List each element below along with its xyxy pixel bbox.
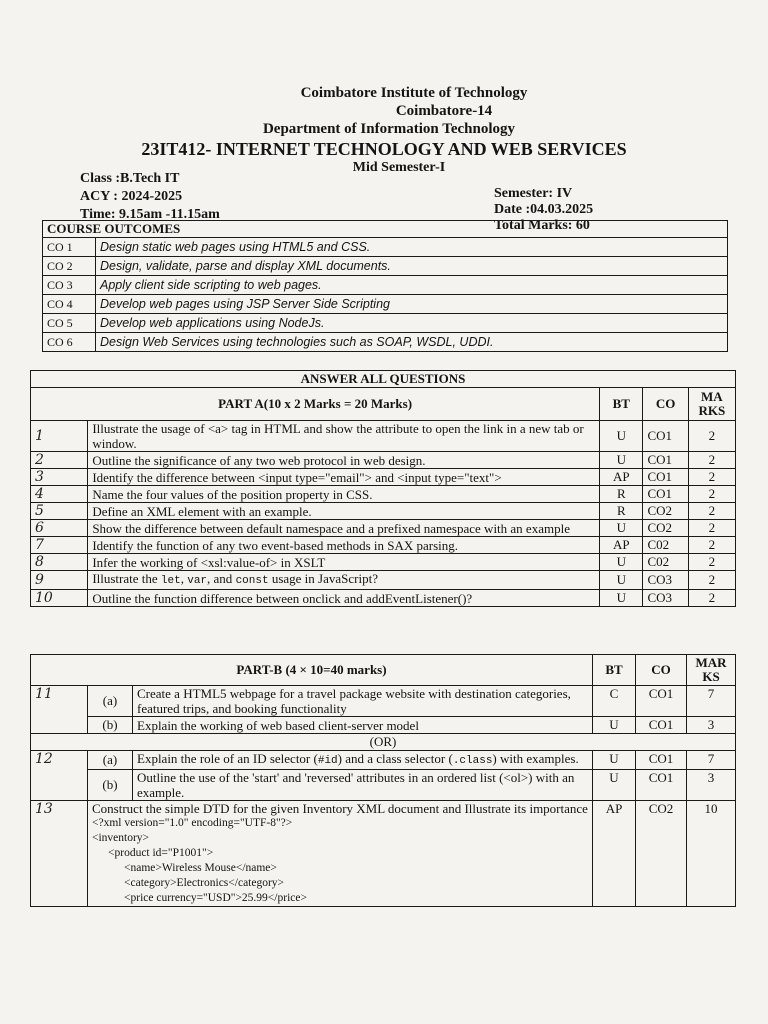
bt-level: U: [600, 590, 643, 607]
question-number-text: 3: [35, 469, 44, 485]
question-marks: 2: [688, 537, 735, 554]
bt-column-header: BT: [593, 655, 636, 686]
bt-level: AP: [593, 801, 636, 907]
bt-level: U: [593, 770, 636, 801]
question-number: [31, 421, 88, 452]
department-name: Department of Information Technology: [262, 121, 516, 137]
bt-level: U: [600, 520, 643, 537]
co-mapping: CO1: [636, 770, 687, 801]
question-text: Illustrate the usage of <a> tag in HTML and show the attribute to open the link in a new tab or window.: [88, 421, 600, 452]
answer-all-row: [31, 371, 736, 388]
or-row: [31, 734, 736, 751]
question-row: [31, 503, 736, 520]
question-row: [31, 751, 736, 770]
question-number-text: 7: [35, 537, 44, 553]
part-b-table: [30, 654, 736, 907]
question-number: [31, 537, 88, 554]
code-class-selector: .class: [452, 755, 493, 767]
bt-level: AP: [600, 537, 643, 554]
co-row: [43, 257, 728, 276]
institute-name: Coimbatore Institute of Technology: [300, 85, 528, 101]
question-marks: 2: [688, 503, 735, 520]
question-text: Show the difference between default namespace and a prefixed namespace with an example: [88, 520, 600, 537]
co-mapping: CO1: [636, 686, 687, 717]
question-text: Create a HTML5 webpage for a travel package website with destination categories, featured trips, and booking functionality: [133, 686, 593, 717]
question-number-text: 12: [35, 751, 53, 767]
question-number-text: 1: [35, 428, 44, 444]
xml-line: <price currency="USD">25.99</price>: [124, 892, 307, 904]
exam-meta-left: [80, 170, 220, 224]
xml-line: <?xml version="1.0" encoding="UTF-8"?>: [92, 817, 293, 829]
co-code: CO 2: [43, 257, 96, 276]
institute-city: Coimbatore-14: [395, 103, 493, 119]
question-row: [31, 421, 736, 452]
question-marks: 3: [687, 770, 736, 801]
co-code: CO 5: [43, 314, 96, 333]
academic-year: ACY : 2024-2025: [80, 189, 183, 204]
co-mapping: CO1: [636, 751, 687, 770]
co-code: CO 1: [43, 238, 96, 257]
question-number: [31, 571, 88, 590]
question-number-text: 8: [35, 554, 44, 570]
semester: Semester: IV: [494, 186, 573, 201]
bt-level: C: [593, 686, 636, 717]
exam-time: Time: 9.15am -11.15am: [80, 207, 220, 222]
bt-level: U: [600, 421, 643, 452]
xml-line: <inventory>: [92, 832, 150, 844]
question-row: [31, 717, 736, 734]
question-text: [88, 801, 593, 907]
question-marks: 2: [688, 590, 735, 607]
question-marks: 7: [687, 686, 736, 717]
question-number-text: 6: [35, 520, 44, 536]
total-marks: Total Marks: 60: [494, 218, 590, 233]
question-marks: 2: [688, 486, 735, 503]
separator: , and: [207, 571, 236, 586]
question-text-start: Explain the role of an ID selector (: [137, 751, 318, 766]
question-text: Outline the function difference between onclick and addEventListener()?: [88, 590, 600, 607]
sub-question-label: (a): [88, 751, 133, 770]
part-a-table: [30, 370, 736, 607]
question-number: [31, 590, 88, 607]
question-marks: 2: [688, 469, 735, 486]
xml-line: <product id="P1001">: [108, 847, 214, 859]
question-text: Define an XML element with an example.: [88, 503, 600, 520]
question-number: [31, 469, 88, 486]
question-row: [31, 537, 736, 554]
question-row: [31, 520, 736, 537]
question-number-text: 11: [35, 686, 53, 702]
question-row: [31, 686, 736, 717]
co-row: [43, 314, 728, 333]
question-text: Infer the working of <xsl:value-of> in XSLT: [88, 554, 600, 571]
question-prompt: Construct the simple DTD for the given Inventory XML document and Illustrate its importance: [92, 801, 588, 816]
part-a-title: PART A(10 x 2 Marks = 20 Marks): [31, 388, 600, 421]
exam-name: Mid Semester-I: [352, 160, 446, 175]
co-code: CO 6: [43, 333, 96, 352]
course-title: 23IT412- INTERNET TECHNOLOGY AND WEB SERVICES: [141, 139, 627, 159]
code-var: var: [187, 575, 208, 587]
question-text: [88, 571, 600, 590]
sub-question-label: (b): [88, 770, 133, 801]
question-text: Name the four values of the position property in CSS.: [88, 486, 600, 503]
co-mapping: C02: [643, 554, 688, 571]
co-row: [43, 238, 728, 257]
question-row: [31, 590, 736, 607]
co-column-header: CO: [636, 655, 687, 686]
question-number: [31, 801, 88, 907]
question-row: [31, 452, 736, 469]
exam-date: Date :04.03.2025: [494, 202, 594, 217]
question-row: [31, 801, 736, 907]
co-mapping: CO3: [643, 571, 688, 590]
bt-level: U: [600, 554, 643, 571]
question-text-end: usage in JavaScript?: [268, 571, 378, 586]
bt-level: AP: [600, 469, 643, 486]
question-marks: 2: [688, 452, 735, 469]
co-mapping: CO1: [643, 486, 688, 503]
co-mapping: CO1: [643, 452, 688, 469]
sub-question-label: (a): [88, 686, 133, 717]
co-mapping: CO1: [643, 421, 688, 452]
question-text-middle: ) and a class selector (: [337, 751, 453, 766]
question-text-end: ) with examples.: [492, 751, 579, 766]
co-mapping: C02: [643, 537, 688, 554]
co-mapping: CO3: [643, 590, 688, 607]
question-row: [31, 770, 736, 801]
bt-level: R: [600, 486, 643, 503]
question-marks: 10: [687, 801, 736, 907]
co-row: [43, 295, 728, 314]
code-id-selector: #id: [317, 755, 338, 767]
code-const: const: [235, 575, 269, 587]
question-text: Outline the significance of any two web protocol in web design.: [88, 452, 600, 469]
question-number: [31, 554, 88, 571]
question-text-start: Illustrate the: [92, 571, 161, 586]
part-a-header-row: [31, 388, 736, 421]
co-code: CO 4: [43, 295, 96, 314]
xml-line: <name>Wireless Mouse</name>: [124, 862, 277, 874]
co-mapping: CO2: [636, 801, 687, 907]
question-text: Identify the function of any two event-based methods in SAX parsing.: [88, 537, 600, 554]
xml-listing: [92, 816, 588, 906]
co-description: Develop web pages using JSP Server Side Scripting: [96, 295, 728, 314]
question-text: [133, 751, 593, 770]
co-row: [43, 333, 728, 352]
sub-question-label: (b): [88, 717, 133, 734]
question-row: [31, 486, 736, 503]
or-separator: (OR): [31, 734, 736, 751]
bt-level: R: [600, 503, 643, 520]
bt-level: U: [600, 571, 643, 590]
paper-header: [0, 84, 768, 176]
bt-column-header: BT: [600, 388, 643, 421]
part-b-title: PART-B (4 × 10=40 marks): [31, 655, 593, 686]
question-marks: 2: [688, 421, 735, 452]
question-number: [31, 503, 88, 520]
co-heading: COURSE OUTCOMES: [43, 221, 728, 238]
question-number-text: 10: [35, 590, 53, 606]
co-mapping: CO2: [643, 520, 688, 537]
question-number: [31, 486, 88, 503]
question-number-text: 13: [35, 801, 53, 817]
co-description: Apply client side scripting to web pages.: [96, 276, 728, 295]
course-outcomes-table: [42, 220, 728, 352]
code-let: let: [160, 575, 181, 587]
separator: ,: [180, 571, 188, 586]
question-number: [31, 751, 88, 801]
class-label: Class :B.Tech IT: [80, 171, 180, 186]
question-marks: 2: [688, 520, 735, 537]
question-marks: 2: [688, 571, 735, 590]
answer-all-heading: ANSWER ALL QUESTIONS: [31, 371, 736, 388]
question-text: Identify the difference between <input type="email"> and <input type="text">: [88, 469, 600, 486]
co-mapping: CO1: [643, 469, 688, 486]
question-row: [31, 554, 736, 571]
bt-level: U: [593, 751, 636, 770]
bt-level: U: [593, 717, 636, 734]
bt-level: U: [600, 452, 643, 469]
question-number-text: 4: [35, 486, 44, 502]
marks-column-header: MA RKS: [688, 388, 735, 421]
question-marks: 7: [687, 751, 736, 770]
question-number-text: 2: [35, 452, 44, 468]
co-mapping: CO2: [643, 503, 688, 520]
co-mapping: CO1: [636, 717, 687, 734]
co-column-header: CO: [643, 388, 688, 421]
part-b-header-row: [31, 655, 736, 686]
question-marks: 3: [687, 717, 736, 734]
co-row: [43, 276, 728, 295]
co-code: CO 3: [43, 276, 96, 295]
question-number: [31, 520, 88, 537]
co-description: Design Web Services using technologies such as SOAP, WSDL, UDDI.: [96, 333, 728, 352]
co-description: Develop web applications using NodeJs.: [96, 314, 728, 333]
co-description: Design, validate, parse and display XML documents.: [96, 257, 728, 276]
question-text: Explain the working of web based client-server model: [133, 717, 593, 734]
question-row: [31, 469, 736, 486]
question-row: [31, 571, 736, 590]
question-number-text: 9: [35, 572, 44, 588]
question-text: Outline the use of the 'start' and 'reversed' attributes in an ordered list (<ol>) with an example.: [133, 770, 593, 801]
marks-column-header: MAR KS: [687, 655, 736, 686]
co-heading-row: [43, 221, 728, 238]
question-number: [31, 452, 88, 469]
question-number-text: 5: [35, 503, 44, 519]
question-number: [31, 686, 88, 734]
xml-line: <category>Electronics</category>: [124, 877, 285, 889]
co-description: Design static web pages using HTML5 and CSS.: [96, 238, 728, 257]
question-marks: 2: [688, 554, 735, 571]
